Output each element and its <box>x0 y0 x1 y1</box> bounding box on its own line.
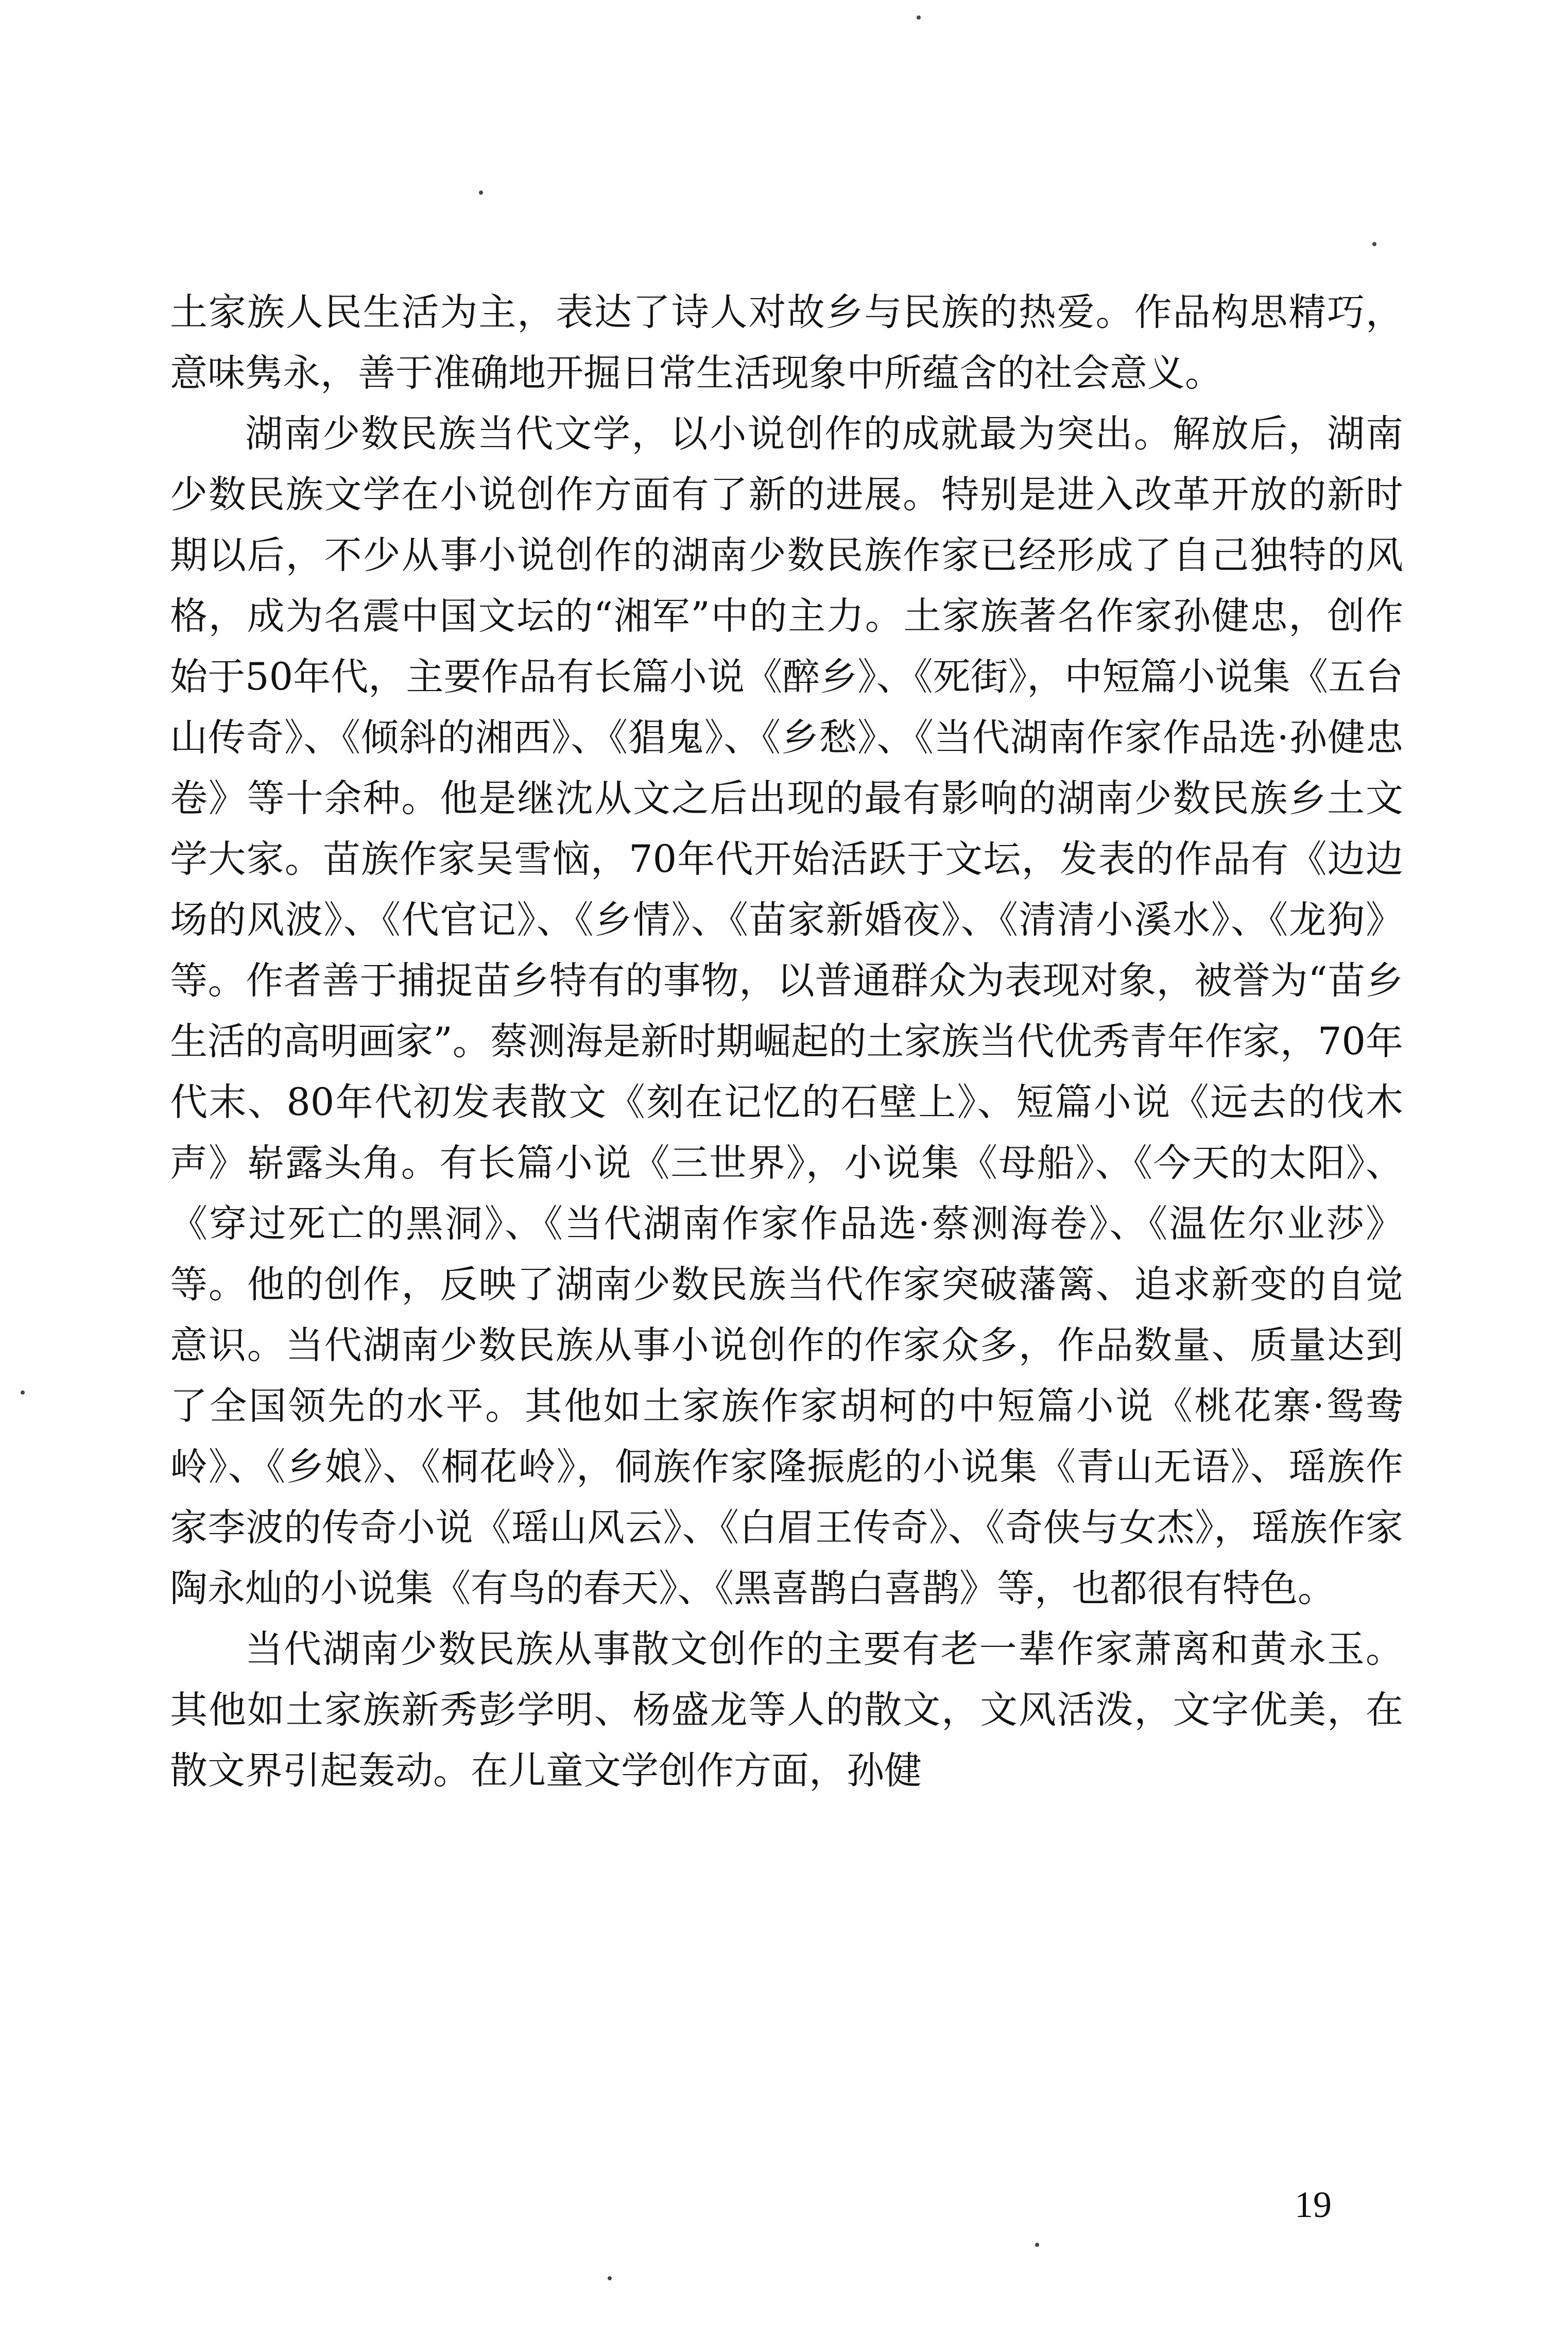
scan-speck <box>1372 242 1376 246</box>
scan-speck <box>917 15 921 20</box>
paragraph-continuation: 土家族人民生活为主，表达了诗人对故乡与民族的热爱。作品构思精巧，意味隽永，善于准确地开掘日常生活现象中所蕴含的社会意义。 <box>170 290 1403 395</box>
scan-speck <box>479 191 483 195</box>
scan-speck <box>21 1390 25 1395</box>
scan-speck <box>608 2276 612 2280</box>
body-text <box>170 282 1403 1801</box>
paragraph-novels: 湖南少数民族当代文学，以小说创作的成就最为突出。解放后，湖南少数民族文学在小说创作方面有了新的进展。特别是进入改革开放的新时期以后，不少从事小说创作的湖南少数民族作家已经形成了自己独特的风格，成为名震中国文坛的“湘军”中的主力。土家族著名作家孙健忠，创作始于50年代，主要作品有长篇小说《醉乡》、《死街》，中短篇小说集《五台山传奇》、《倾斜的湘西》、《猖鬼》、《乡愁》、《当代湖南作家作品选·孙健忠卷》等十余种。他是继沈从文之后出现的最有影响的湖南少数民族乡土文学大家。苗族作家吴雪恼，70年代开始活跃于文坛，发表的作品有《边边场的风波》、《代官记》、《乡情》、《苗家新婚夜》、《清清小溪水》、《龙狗》等。作者善于捕捉苗乡特有的事物，以普通群众为表现对象，被誉为“苗乡生活的高明画家”。蔡测海是新时期崛起的土家族当代优秀青年作家，70年代末、80年代初发表散文《刻在记忆的石壁上》、短篇小说《远去的伐木声》崭露头角。有长篇小说《三世界》，小说集《母船》、《今天的太阳》、《穿过死亡的黑洞》、《当代湖南作家作品选·蔡测海卷》、《温佐尔业莎》等。他的创作，反映了湖南少数民族当代作家突破藩篱、追求新变的自觉意识。当代湖南少数民族从事小说创作的作家众多，作品数量、质量达到了全国领先的水平。其他如土家族作家胡柯的中短篇小说《桃花寨·鸳鸯岭》、《乡娘》、《桐花岭》，侗族作家隆振彪的小说集《青山无语》、瑶族作家李波的传奇小说《瑶山风云》、《白眉王传奇》、《奇侠与女杰》，瑶族作家陶永灿的小说集《有鸟的春天》、《黑喜鹊白喜鹊》等，也都很有特色。 <box>170 412 1403 1610</box>
scan-speck <box>1035 2243 1039 2247</box>
page-number: 19 <box>1295 2184 1332 2225</box>
paragraph-prose: 当代湖南少数民族从事散文创作的主要有老一辈作家萧离和黄永玉。其他如土家族新秀彭学明、杨盛龙等人的散文，文风活泼，文字优美，在散文界引起轰动。在儿童文学创作方面，孙健 <box>170 1627 1403 1793</box>
